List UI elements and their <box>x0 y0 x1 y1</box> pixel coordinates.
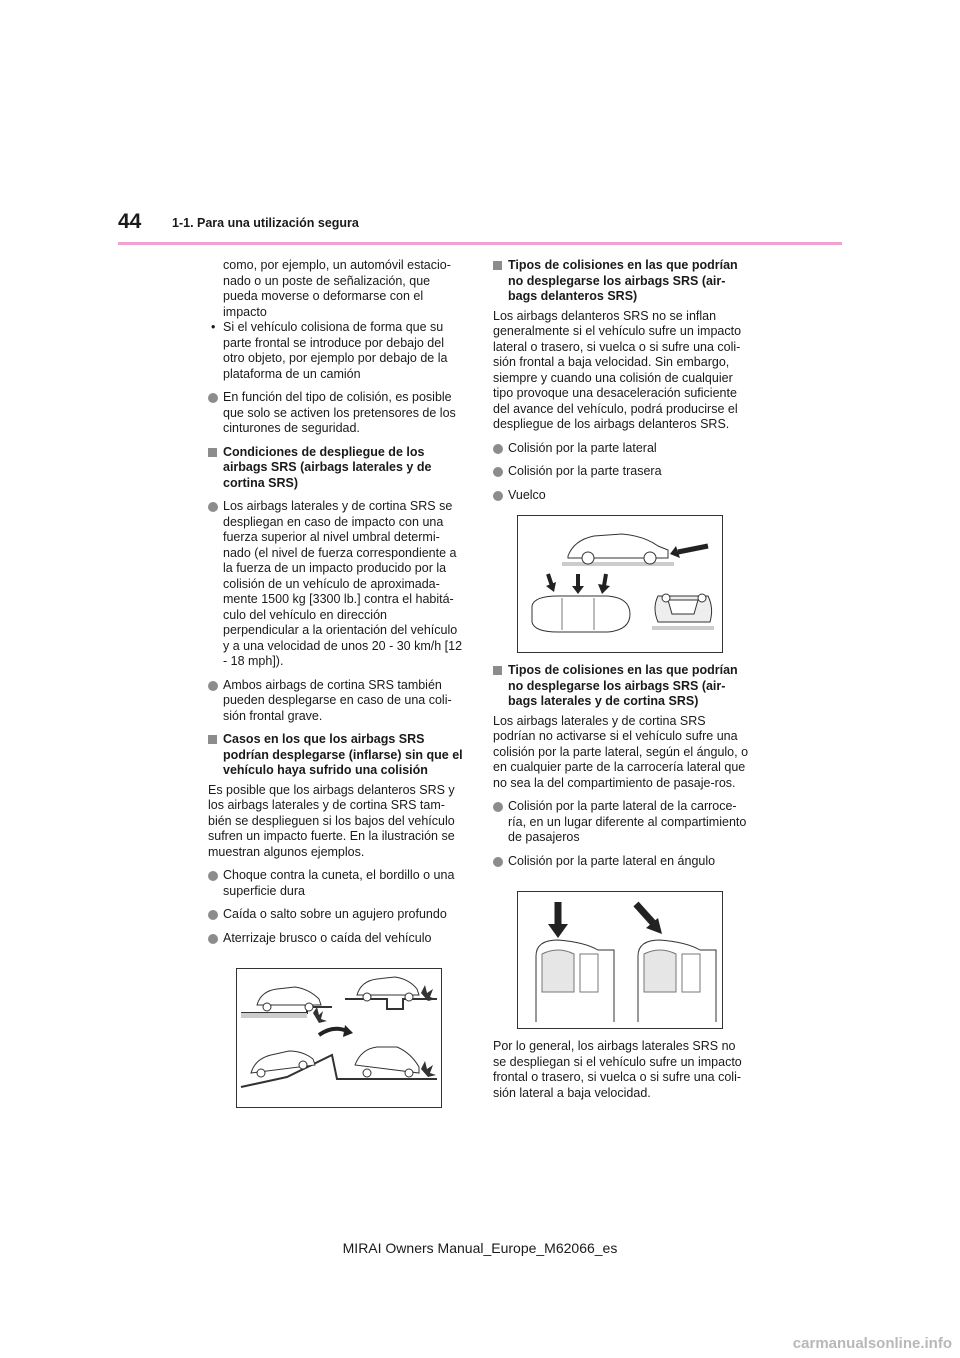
bullet-text: Ambos airbags de cortina SRS también pueden desplegarse en caso de una coli-sión frontal grave. <box>223 677 452 723</box>
closing-paragraph: Por lo general, los airbags laterales SRS no se despliegan si el vehículo sufre un impacto frontal o trasero, si vuelca o si sufre una coli-sión lateral a baja velocidad. <box>493 1039 742 1100</box>
section-title: 1-1. Para una utilización segura <box>172 216 359 230</box>
bullet-dot-icon <box>208 934 218 944</box>
header-rule <box>118 242 842 245</box>
bullet-text: Aterrizaje brusco o caída del vehículo <box>223 930 432 945</box>
heading-text: Condiciones de despliegue de los airbags SRS (airbags laterales y de cortina SRS) <box>223 444 432 490</box>
bullet-text: Los airbags laterales y de cortina SRS se despliegan en caso de impacto con una fuerza superior al nivel umbral determi-nado (el nivel de fuerza correspondiente a la fuerza de un impacto producido por la colisión de un vehículo de aproximada-mente 1500 kg [3300 lb.] contra el habitá-culo del vehículo en dirección perpendicular a la orientación del vehículo y a una velocidad de unos 20 - 30 km/h [12 - 18 mph]). <box>223 499 463 668</box>
heading-text: Casos en los que los airbags SRS podrían desplegarse (inflarse) sin que el vehículo haya sufrido una colisión <box>223 732 463 777</box>
front-no-paragraph: Los airbags delanteros SRS no se inflan generalmente si el vehículo sufre un impacto lateral o trasero, si vuelca o si sufre una coli-sión frontal a baja velocidad. Sin embargo, siempre y cuando una colisión de cualquier tipo provoque una desaceleración suficiente del avance del vehículo, podrá producirse el despliegue de los airbags delanteros SRS. <box>493 308 742 431</box>
figure-front-no-deploy <box>517 515 723 653</box>
illustration-side-rear-rollover <box>518 516 722 652</box>
heading-side-no-deploy <box>493 663 749 710</box>
heading-conditions <box>208 445 464 492</box>
bullet-text: Colisión por la parte lateral en ángulo <box>508 853 716 868</box>
bullet-dot-icon <box>208 502 218 512</box>
square-bullet-icon <box>208 735 217 744</box>
bullet-dot-icon <box>208 393 218 403</box>
figure-non-collision-cases <box>236 968 442 1108</box>
bullet-case-1 <box>208 868 464 899</box>
bullet-pretensores <box>208 390 464 437</box>
bullet-dot-icon <box>493 444 503 454</box>
square-bullet-icon <box>208 448 217 457</box>
bullet-text: Colisión por la parte lateral <box>508 440 657 455</box>
heading-text: Tipos de colisiones en las que podrían no desplegarse los airbags SRS (air-bags delanteros SRS) <box>508 258 738 303</box>
figure-side-no-deploy <box>517 891 723 1029</box>
dash-item-text: Si el vehículo colisiona de forma que su parte frontal se introduce por debajo del otro objeto, por ejemplo por debajo de la plataforma de un camión <box>223 320 448 381</box>
bullet-case-2 <box>208 907 464 923</box>
illustration-cars-curb-hole-landing <box>237 969 441 1107</box>
bullet-text: Vuelco <box>508 487 546 502</box>
bullet-dot-icon <box>493 467 503 477</box>
right-column <box>493 258 749 1109</box>
bullet-dot-icon <box>208 910 218 920</box>
bullet-text: Caída o salto sobre un agujero profundo <box>223 907 447 921</box>
watermark: carmanualsonline.info <box>792 1335 952 1352</box>
left-column <box>208 258 464 1118</box>
bullet-side-no-2 <box>493 854 749 870</box>
bullet-front-no-3 <box>493 488 749 504</box>
bullet-case-3 <box>208 931 464 947</box>
bullet-dot-icon <box>493 802 503 812</box>
bullet-text: Colisión por la parte trasera <box>508 464 662 478</box>
square-bullet-icon <box>493 261 502 270</box>
intro-continuation: como, por ejemplo, un automóvil estacio-nado o un poste de señalización, que pueda moverse o deformarse con el impacto <box>223 258 451 319</box>
bullet-front-no-2 <box>493 464 749 480</box>
bullet-frontal-grave <box>208 678 464 725</box>
bullet-dot-icon <box>208 681 218 691</box>
bullet-front-no-1 <box>493 441 749 457</box>
dash-item <box>208 320 464 382</box>
square-bullet-icon <box>493 666 502 675</box>
heading-cases <box>208 732 464 779</box>
page-number: 44 <box>118 210 142 233</box>
bullet-text: Choque contra la cuneta, el bordillo o una superficie dura <box>223 868 455 898</box>
bullet-text: Colisión por la parte lateral de la carroce-ría, en un lugar diferente al compartimiento de pasajeros <box>508 799 747 844</box>
illustration-side-impacts <box>518 892 722 1028</box>
heading-text: Tipos de colisiones en las que podrían no desplegarse los airbags SRS (air-bags laterales y de cortina SRS) <box>508 663 738 708</box>
footer-manual-name: MIRAI Owners Manual_Europe_M62066_es <box>342 1240 618 1256</box>
bullet-text: En función del tipo de colisión, es posible que solo se activen los pretensores de los cinturones de seguridad. <box>223 390 456 435</box>
heading-front-no-deploy <box>493 258 749 305</box>
bullet-side-curtain <box>208 499 464 670</box>
bullet-dot-icon <box>208 871 218 881</box>
side-no-paragraph: Los airbags laterales y de cortina SRS podrían no activarse si el vehículo sufre una colisión por la parte lateral, según el ángulo, o en cualquier parte de la carrocería lateral que no sea la del compartimiento de pasaje-ros. <box>493 713 749 790</box>
bullet-side-no-1 <box>493 799 749 846</box>
bullet-dot-icon <box>493 491 503 501</box>
dash-mark: • <box>211 320 216 334</box>
cases-paragraph: Es posible que los airbags delanteros SRS y los airbags laterales y de cortina SRS tam-bién se desplieguen si los bajos del vehículo sufren un impacto fuerte. En la ilustración se muestran algunos ejemplos. <box>208 782 455 859</box>
bullet-dot-icon <box>493 857 503 867</box>
